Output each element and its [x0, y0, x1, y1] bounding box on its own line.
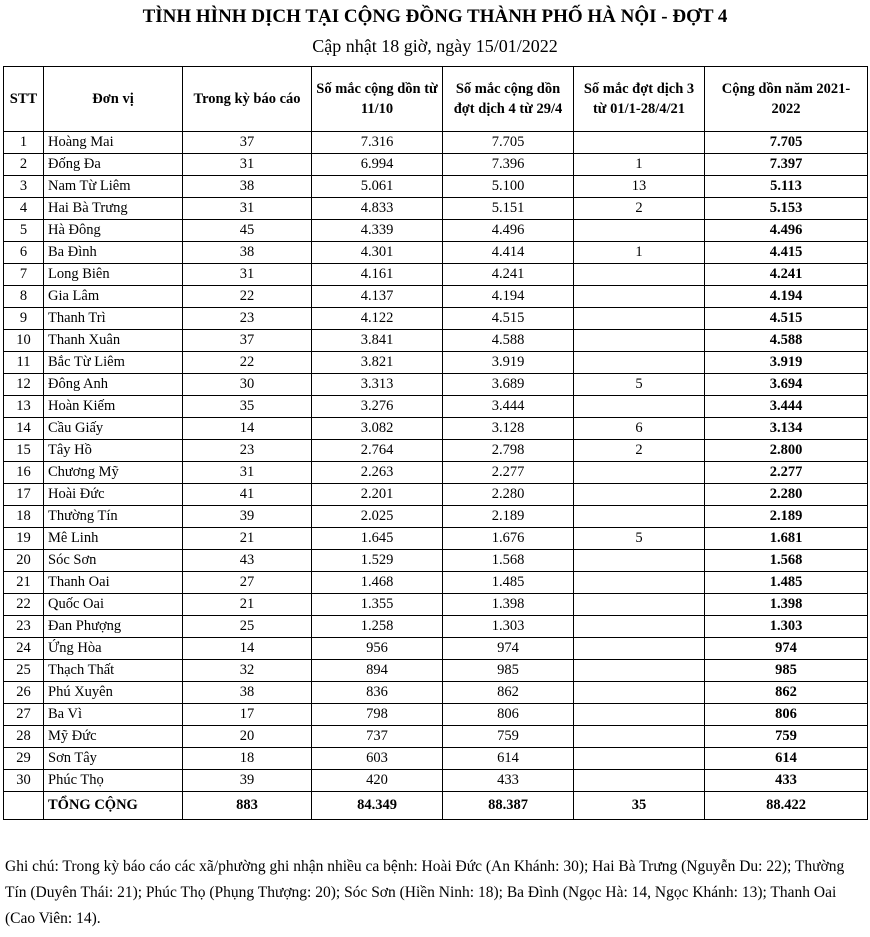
row-year-total: 614	[705, 748, 868, 770]
row-year-total: 3.444	[705, 396, 868, 418]
total-since-1110: 84.349	[312, 792, 443, 820]
row-year-total: 1.568	[705, 550, 868, 572]
header-unit: Đơn vị	[44, 67, 183, 132]
row-unit: Quốc Oai	[44, 594, 183, 616]
row-year-total: 3.134	[705, 418, 868, 440]
table-row	[4, 572, 868, 594]
row-wave3: 1	[574, 242, 705, 264]
row-since-1110: 4.833	[312, 198, 443, 220]
row-since-1110: 2.201	[312, 484, 443, 506]
row-unit: Phúc Thọ	[44, 770, 183, 792]
row-wave4: 5.151	[443, 198, 574, 220]
row-wave3	[574, 572, 705, 594]
row-since-1110: 6.994	[312, 154, 443, 176]
row-period: 21	[183, 528, 312, 550]
row-year-total: 4.515	[705, 308, 868, 330]
table-row	[4, 308, 868, 330]
row-since-1110: 894	[312, 660, 443, 682]
row-period: 20	[183, 726, 312, 748]
row-unit: Hoàng Mai	[44, 132, 183, 154]
row-period: 39	[183, 506, 312, 528]
row-wave4: 3.689	[443, 374, 574, 396]
row-stt: 30	[4, 770, 44, 792]
row-wave3	[574, 704, 705, 726]
row-period: 38	[183, 176, 312, 198]
row-since-1110: 1.355	[312, 594, 443, 616]
table-row	[4, 594, 868, 616]
row-period: 23	[183, 440, 312, 462]
table-row	[4, 418, 868, 440]
row-wave4: 806	[443, 704, 574, 726]
row-unit: Hà Đông	[44, 220, 183, 242]
row-wave3	[574, 726, 705, 748]
row-unit: Đống Đa	[44, 154, 183, 176]
row-unit: Sơn Tây	[44, 748, 183, 770]
table-row	[4, 220, 868, 242]
total-row	[4, 792, 868, 820]
table-row	[4, 748, 868, 770]
row-stt: 13	[4, 396, 44, 418]
row-stt: 9	[4, 308, 44, 330]
row-unit: Ứng Hòa	[44, 638, 183, 660]
row-since-1110: 3.276	[312, 396, 443, 418]
row-wave4: 2.280	[443, 484, 574, 506]
header-year-total: Cộng dồn năm 2021-2022	[705, 67, 868, 132]
row-wave4: 5.100	[443, 176, 574, 198]
header-period: Trong kỳ báo cáo	[183, 67, 312, 132]
row-stt: 24	[4, 638, 44, 660]
row-since-1110: 420	[312, 770, 443, 792]
row-stt: 1	[4, 132, 44, 154]
row-year-total: 4.415	[705, 242, 868, 264]
row-period: 31	[183, 462, 312, 484]
header-since-1110: Số mắc cộng dồn từ 11/10	[312, 67, 443, 132]
row-period: 17	[183, 704, 312, 726]
table-row	[4, 506, 868, 528]
table-row	[4, 638, 868, 660]
table-row	[4, 286, 868, 308]
row-unit: Mê Linh	[44, 528, 183, 550]
row-year-total: 2.800	[705, 440, 868, 462]
row-year-total: 4.496	[705, 220, 868, 242]
row-unit: Thanh Oai	[44, 572, 183, 594]
row-since-1110: 4.122	[312, 308, 443, 330]
row-wave3	[574, 462, 705, 484]
row-wave4: 1.676	[443, 528, 574, 550]
row-wave3: 2	[574, 440, 705, 462]
row-stt: 21	[4, 572, 44, 594]
row-stt: 29	[4, 748, 44, 770]
table-row	[4, 528, 868, 550]
row-year-total: 1.681	[705, 528, 868, 550]
row-period: 31	[183, 264, 312, 286]
row-since-1110: 3.821	[312, 352, 443, 374]
row-unit: Mỹ Đức	[44, 726, 183, 748]
row-stt: 6	[4, 242, 44, 264]
row-stt: 19	[4, 528, 44, 550]
row-period: 25	[183, 616, 312, 638]
row-year-total: 5.153	[705, 198, 868, 220]
row-year-total: 806	[705, 704, 868, 726]
row-wave3	[574, 550, 705, 572]
total-period: 883	[183, 792, 312, 820]
table-row	[4, 660, 868, 682]
row-wave3	[574, 308, 705, 330]
row-unit: Thạch Thất	[44, 660, 183, 682]
row-period: 18	[183, 748, 312, 770]
row-wave4: 1.485	[443, 572, 574, 594]
row-since-1110: 956	[312, 638, 443, 660]
row-period: 35	[183, 396, 312, 418]
row-unit: Đan Phượng	[44, 616, 183, 638]
table-row	[4, 616, 868, 638]
row-since-1110: 1.529	[312, 550, 443, 572]
row-since-1110: 7.316	[312, 132, 443, 154]
row-period: 38	[183, 682, 312, 704]
row-since-1110: 1.468	[312, 572, 443, 594]
row-stt: 12	[4, 374, 44, 396]
header-wave4: Số mắc cộng dồn đợt dịch 4 từ 29/4	[443, 67, 574, 132]
table-header-row	[4, 67, 868, 132]
row-year-total: 4.588	[705, 330, 868, 352]
row-year-total: 3.919	[705, 352, 868, 374]
row-since-1110: 3.313	[312, 374, 443, 396]
row-year-total: 1.485	[705, 572, 868, 594]
row-unit: Ba Đình	[44, 242, 183, 264]
row-stt: 18	[4, 506, 44, 528]
row-wave3: 1	[574, 154, 705, 176]
row-year-total: 1.398	[705, 594, 868, 616]
table-row	[4, 770, 868, 792]
row-wave4: 4.515	[443, 308, 574, 330]
row-stt: 28	[4, 726, 44, 748]
row-stt: 20	[4, 550, 44, 572]
row-unit: Nam Từ Liêm	[44, 176, 183, 198]
row-since-1110: 1.258	[312, 616, 443, 638]
row-stt: 11	[4, 352, 44, 374]
row-wave3	[574, 748, 705, 770]
table-row	[4, 484, 868, 506]
row-since-1110: 4.301	[312, 242, 443, 264]
table-row	[4, 726, 868, 748]
row-unit: Bắc Từ Liêm	[44, 352, 183, 374]
row-period: 23	[183, 308, 312, 330]
row-period: 14	[183, 418, 312, 440]
row-wave4: 2.798	[443, 440, 574, 462]
table-row	[4, 374, 868, 396]
row-stt: 2	[4, 154, 44, 176]
row-wave3	[574, 660, 705, 682]
row-year-total: 2.277	[705, 462, 868, 484]
row-year-total: 4.241	[705, 264, 868, 286]
row-stt: 17	[4, 484, 44, 506]
row-wave4: 4.414	[443, 242, 574, 264]
row-wave4: 2.189	[443, 506, 574, 528]
row-stt: 15	[4, 440, 44, 462]
table-row	[4, 550, 868, 572]
row-year-total: 759	[705, 726, 868, 748]
row-since-1110: 836	[312, 682, 443, 704]
row-wave4: 7.396	[443, 154, 574, 176]
row-wave4: 3.444	[443, 396, 574, 418]
row-period: 45	[183, 220, 312, 242]
header-stt: STT	[4, 67, 44, 132]
row-year-total: 7.397	[705, 154, 868, 176]
row-unit: Ba Vì	[44, 704, 183, 726]
row-stt: 22	[4, 594, 44, 616]
row-period: 43	[183, 550, 312, 572]
row-wave3	[574, 132, 705, 154]
row-year-total: 2.280	[705, 484, 868, 506]
row-wave4: 759	[443, 726, 574, 748]
row-stt: 25	[4, 660, 44, 682]
row-wave4: 4.588	[443, 330, 574, 352]
row-wave3	[574, 352, 705, 374]
row-since-1110: 3.082	[312, 418, 443, 440]
table-row	[4, 704, 868, 726]
row-unit: Phú Xuyên	[44, 682, 183, 704]
row-wave4: 985	[443, 660, 574, 682]
row-wave3	[574, 264, 705, 286]
row-period: 22	[183, 286, 312, 308]
covid-cases-table	[3, 66, 868, 820]
row-period: 31	[183, 198, 312, 220]
row-year-total: 974	[705, 638, 868, 660]
row-year-total: 7.705	[705, 132, 868, 154]
row-wave4: 974	[443, 638, 574, 660]
row-year-total: 3.694	[705, 374, 868, 396]
row-period: 37	[183, 330, 312, 352]
table-row	[4, 440, 868, 462]
row-stt: 3	[4, 176, 44, 198]
row-unit: Gia Lâm	[44, 286, 183, 308]
row-year-total: 862	[705, 682, 868, 704]
row-stt: 10	[4, 330, 44, 352]
row-period: 21	[183, 594, 312, 616]
row-period: 32	[183, 660, 312, 682]
row-since-1110: 4.339	[312, 220, 443, 242]
row-unit: Cầu Giấy	[44, 418, 183, 440]
row-stt: 16	[4, 462, 44, 484]
total-year-total: 88.422	[705, 792, 868, 820]
row-wave4: 4.496	[443, 220, 574, 242]
row-year-total: 985	[705, 660, 868, 682]
row-unit: Long Biên	[44, 264, 183, 286]
row-wave3	[574, 484, 705, 506]
row-period: 41	[183, 484, 312, 506]
row-since-1110: 2.764	[312, 440, 443, 462]
table-row	[4, 264, 868, 286]
row-wave4: 1.303	[443, 616, 574, 638]
document-title: TÌNH HÌNH DỊCH TẠI CỘNG ĐỒNG THÀNH PHỐ HÀ NỘI - ĐỢT 4	[142, 6, 728, 27]
row-wave3	[574, 330, 705, 352]
total-wave3: 35	[574, 792, 705, 820]
row-wave3	[574, 594, 705, 616]
row-wave3: 6	[574, 418, 705, 440]
row-wave4: 4.241	[443, 264, 574, 286]
row-wave3	[574, 506, 705, 528]
row-since-1110: 2.025	[312, 506, 443, 528]
row-unit: Hoài Đức	[44, 484, 183, 506]
row-since-1110: 4.137	[312, 286, 443, 308]
total-label: TỔNG CỘNG	[44, 792, 183, 820]
row-unit: Thanh Trì	[44, 308, 183, 330]
row-wave4: 1.568	[443, 550, 574, 572]
row-wave3: 5	[574, 528, 705, 550]
row-wave3: 2	[574, 198, 705, 220]
row-unit: Hai Bà Trưng	[44, 198, 183, 220]
row-period: 37	[183, 132, 312, 154]
row-wave3	[574, 638, 705, 660]
row-wave4: 4.194	[443, 286, 574, 308]
total-wave4: 88.387	[443, 792, 574, 820]
row-unit: Đông Anh	[44, 374, 183, 396]
row-since-1110: 2.263	[312, 462, 443, 484]
row-stt: 27	[4, 704, 44, 726]
row-wave4: 862	[443, 682, 574, 704]
table-row	[4, 682, 868, 704]
row-wave3	[574, 770, 705, 792]
row-since-1110: 737	[312, 726, 443, 748]
table-row	[4, 176, 868, 198]
total-stt-cell	[4, 792, 44, 820]
row-stt: 8	[4, 286, 44, 308]
row-period: 27	[183, 572, 312, 594]
row-wave3	[574, 220, 705, 242]
row-stt: 23	[4, 616, 44, 638]
row-wave3: 13	[574, 176, 705, 198]
table-row	[4, 396, 868, 418]
table-row	[4, 198, 868, 220]
row-wave4: 1.398	[443, 594, 574, 616]
row-wave3	[574, 396, 705, 418]
row-since-1110: 3.841	[312, 330, 443, 352]
row-year-total: 433	[705, 770, 868, 792]
row-wave3	[574, 616, 705, 638]
row-year-total: 4.194	[705, 286, 868, 308]
row-period: 31	[183, 154, 312, 176]
row-wave4: 2.277	[443, 462, 574, 484]
row-wave3	[574, 682, 705, 704]
row-stt: 4	[4, 198, 44, 220]
row-year-total: 1.303	[705, 616, 868, 638]
row-wave4: 614	[443, 748, 574, 770]
row-wave4: 433	[443, 770, 574, 792]
table-row	[4, 154, 868, 176]
row-period: 22	[183, 352, 312, 374]
row-stt: 26	[4, 682, 44, 704]
header-wave3: Số mắc đợt dịch 3 từ 01/1-28/4/21	[574, 67, 705, 132]
row-since-1110: 4.161	[312, 264, 443, 286]
table-row	[4, 330, 868, 352]
row-since-1110: 798	[312, 704, 443, 726]
document-subtitle: Cập nhật 18 giờ, ngày 15/01/2022	[312, 36, 558, 56]
row-period: 39	[183, 770, 312, 792]
row-since-1110: 1.645	[312, 528, 443, 550]
row-wave4: 7.705	[443, 132, 574, 154]
row-unit: Chương Mỹ	[44, 462, 183, 484]
row-wave3: 5	[574, 374, 705, 396]
row-wave3	[574, 286, 705, 308]
row-stt: 5	[4, 220, 44, 242]
row-period: 30	[183, 374, 312, 396]
row-unit: Thường Tín	[44, 506, 183, 528]
row-wave4: 3.128	[443, 418, 574, 440]
footnote: Ghi chú: Trong kỳ báo cáo các xã/phường ghi nhận nhiều ca bệnh: Hoài Đức (An Khánh: 30); Hai Bà Trưng (Nguyễn Du: 22); Thường Tín (Duyên Thái: 21); Phúc Thọ (Phụng Thượng: 20); Sóc Sơn (Hiền Ninh: 18); Ba Đình (Ngọc Hà: 14, Ngọc Khánh: 13); Thanh Oai (Cao Viên: 14).	[5, 858, 845, 927]
table-row	[4, 462, 868, 484]
row-unit: Hoàn Kiếm	[44, 396, 183, 418]
row-unit: Sóc Sơn	[44, 550, 183, 572]
row-wave4: 3.919	[443, 352, 574, 374]
row-unit: Tây Hồ	[44, 440, 183, 462]
row-stt: 14	[4, 418, 44, 440]
row-period: 38	[183, 242, 312, 264]
row-year-total: 2.189	[705, 506, 868, 528]
row-since-1110: 603	[312, 748, 443, 770]
row-since-1110: 5.061	[312, 176, 443, 198]
row-stt: 7	[4, 264, 44, 286]
table-row	[4, 352, 868, 374]
row-unit: Thanh Xuân	[44, 330, 183, 352]
row-year-total: 5.113	[705, 176, 868, 198]
row-period: 14	[183, 638, 312, 660]
table-row	[4, 132, 868, 154]
table-row	[4, 242, 868, 264]
